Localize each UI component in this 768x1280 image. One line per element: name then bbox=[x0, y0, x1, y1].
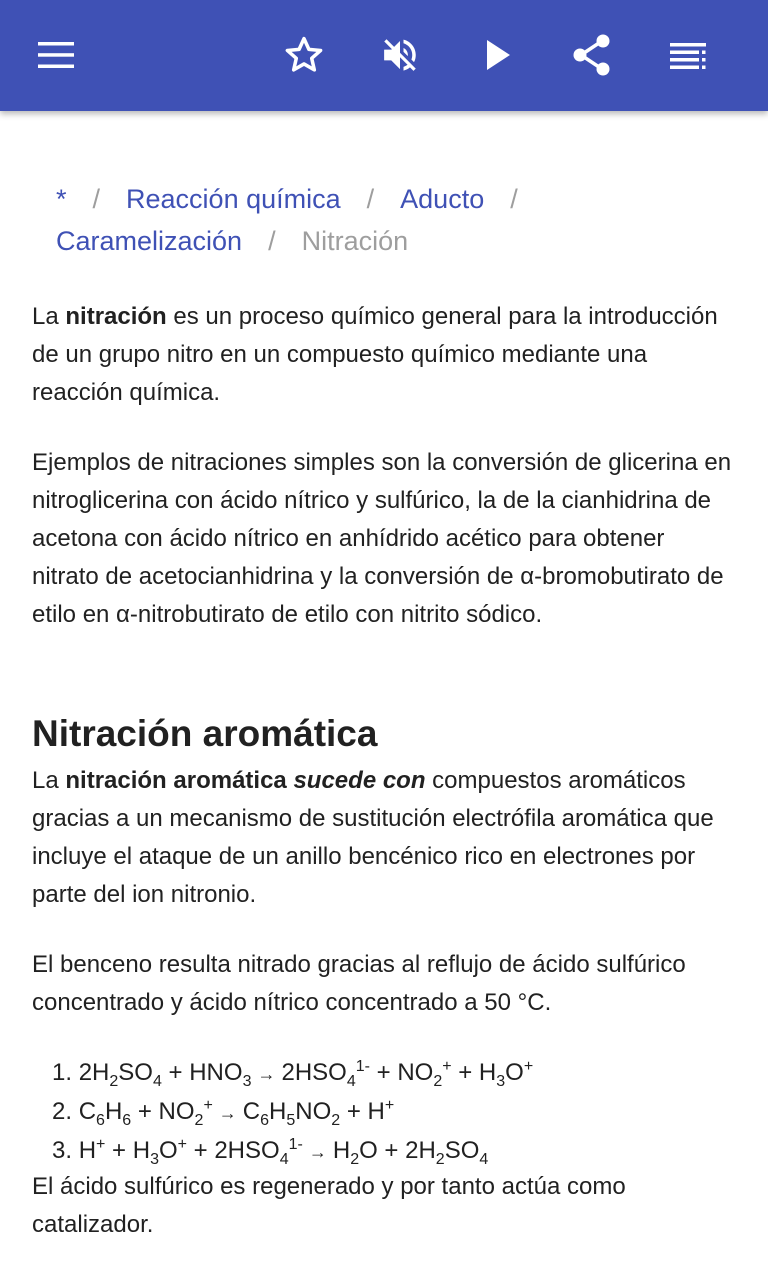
eq-text: H bbox=[269, 1098, 287, 1125]
eq-sub: 4 bbox=[479, 1150, 489, 1168]
reaction-arrow: → bbox=[218, 1103, 237, 1123]
text-span: compuestos aromáticos gracias a un mecanismo de sustitución electrófila aromática que incluye el ataque de un anillo bencénico rico en electrones por parte del ion nitronio. bbox=[32, 767, 714, 908]
item-number: 3. bbox=[52, 1137, 73, 1164]
breadcrumb-link-aducto[interactable]: Aducto bbox=[400, 184, 485, 214]
eq-sub: 2 bbox=[194, 1111, 204, 1129]
text-span: es un proceso químico general para la introducción de un grupo nitro en un compuesto químico mediante una reacción química. bbox=[32, 303, 718, 406]
eq-sup: + bbox=[177, 1136, 187, 1153]
text-span: La bbox=[32, 303, 66, 330]
eq-sup: + bbox=[442, 1058, 452, 1075]
bookmark-button[interactable] bbox=[276, 27, 332, 83]
eq-sub: 5 bbox=[286, 1111, 296, 1129]
reaction-arrow: → bbox=[257, 1064, 276, 1084]
reaction-arrow: → bbox=[308, 1142, 327, 1162]
text-span: La bbox=[32, 767, 66, 794]
breadcrumb-current: Nitración bbox=[301, 226, 409, 256]
bold-term: nitración bbox=[65, 303, 167, 330]
eq-sup: + bbox=[523, 1058, 534, 1075]
breadcrumb-home-link[interactable]: * bbox=[56, 184, 67, 214]
eq-text: SO bbox=[444, 1137, 480, 1164]
breadcrumb-link-caramelizacion[interactable]: Caramelización bbox=[56, 226, 243, 256]
eq-text: C bbox=[242, 1098, 261, 1125]
section-title: Nitración aromática bbox=[32, 713, 378, 754]
eq-text: + NO bbox=[369, 1059, 434, 1086]
eq-text: + H bbox=[340, 1098, 385, 1125]
eq-sub: 6 bbox=[260, 1111, 270, 1129]
breadcrumb-link-reaccion-quimica[interactable]: Reacción química bbox=[126, 184, 341, 214]
menu-button[interactable] bbox=[28, 27, 84, 83]
eq-sub: 4 bbox=[346, 1072, 356, 1090]
catalyst-paragraph: El ácido sulfúrico es regenerado y por tanto actúa como catalizador. bbox=[32, 1173, 626, 1238]
eq-text: O bbox=[505, 1059, 524, 1086]
equation-list bbox=[52, 1054, 736, 1171]
eq-sup: 1- bbox=[355, 1058, 370, 1075]
eq-text: NO bbox=[295, 1098, 332, 1125]
play-icon bbox=[483, 38, 513, 72]
eq-sup: + bbox=[203, 1097, 213, 1114]
equation-item bbox=[52, 1132, 736, 1171]
breadcrumb-separator: / bbox=[92, 184, 101, 214]
breadcrumb-separator: / bbox=[510, 184, 518, 214]
eq-text: O + 2H bbox=[359, 1137, 436, 1164]
eq-text: H bbox=[104, 1098, 123, 1125]
eq-text: + H bbox=[451, 1059, 497, 1086]
eq-text: + NO bbox=[131, 1098, 195, 1125]
eq-text: H bbox=[332, 1137, 351, 1164]
equation-item bbox=[52, 1093, 736, 1132]
breadcrumb bbox=[56, 178, 736, 262]
item-number: 1. bbox=[52, 1059, 73, 1086]
eq-text: O bbox=[158, 1137, 178, 1164]
eq-sub: 3 bbox=[496, 1072, 506, 1090]
top-app-bar bbox=[0, 0, 768, 111]
bold-term: nitración aromática bbox=[65, 767, 287, 794]
eq-sub: 4 bbox=[279, 1150, 289, 1168]
eq-text: + HNO bbox=[161, 1059, 243, 1086]
breadcrumb-separator: / bbox=[268, 226, 276, 256]
share-icon bbox=[571, 33, 613, 77]
eq-text: 2H bbox=[78, 1059, 110, 1086]
playlist-icon bbox=[668, 41, 708, 69]
equation-item bbox=[52, 1054, 736, 1093]
item-number: 2. bbox=[52, 1098, 73, 1125]
eq-sub: 2 bbox=[435, 1150, 445, 1168]
play-button[interactable] bbox=[470, 27, 526, 83]
examples-paragraph: Ejemplos de nitraciones simples son la conversión de glicerina en nitroglicerina con ácido nítrico y sulfúrico, la de la cianhidrina de acetona con ácido nítrico en anhídrido acético para obtener nitrato de acetocianhidrina y la conversión de α-bromobutirato de etilo en α-nitrobutirato de etilo con nitrito sódico. bbox=[32, 449, 732, 628]
eq-text: SO bbox=[118, 1059, 153, 1086]
contents-button[interactable] bbox=[660, 27, 716, 83]
eq-sub: 2 bbox=[350, 1150, 360, 1168]
eq-text: C bbox=[78, 1098, 97, 1125]
eq-sub: 6 bbox=[122, 1111, 132, 1129]
breadcrumb-separator: / bbox=[366, 184, 375, 214]
eq-sub: 3 bbox=[150, 1150, 159, 1168]
eq-sup: 1- bbox=[288, 1136, 303, 1153]
aromatic-paragraph bbox=[32, 762, 736, 914]
eq-text: 2HSO bbox=[281, 1059, 347, 1086]
star-outline-icon bbox=[283, 34, 325, 76]
eq-sup: + bbox=[96, 1136, 106, 1153]
eq-sub: 2 bbox=[433, 1072, 443, 1090]
eq-sub: 3 bbox=[242, 1072, 252, 1090]
share-button[interactable] bbox=[564, 27, 620, 83]
mute-button[interactable] bbox=[372, 27, 428, 83]
benzene-paragraph: El benceno resulta nitrado gracias al reflujo de ácido sulfúrico concentrado y ácido nítrico concentrado a 50 °C. bbox=[32, 951, 686, 1016]
eq-sub: 4 bbox=[152, 1072, 162, 1090]
emphasis-text: sucede con bbox=[293, 767, 426, 794]
eq-sub: 2 bbox=[331, 1111, 341, 1129]
eq-sup: + bbox=[384, 1097, 395, 1114]
volume-off-icon bbox=[379, 34, 421, 76]
eq-text: + 2HSO bbox=[186, 1137, 280, 1164]
menu-icon bbox=[36, 40, 76, 70]
eq-sub: 2 bbox=[109, 1072, 119, 1090]
eq-sub: 6 bbox=[96, 1111, 105, 1129]
intro-paragraph bbox=[32, 298, 736, 412]
eq-text: H bbox=[78, 1137, 97, 1164]
eq-text: + H bbox=[105, 1137, 151, 1164]
